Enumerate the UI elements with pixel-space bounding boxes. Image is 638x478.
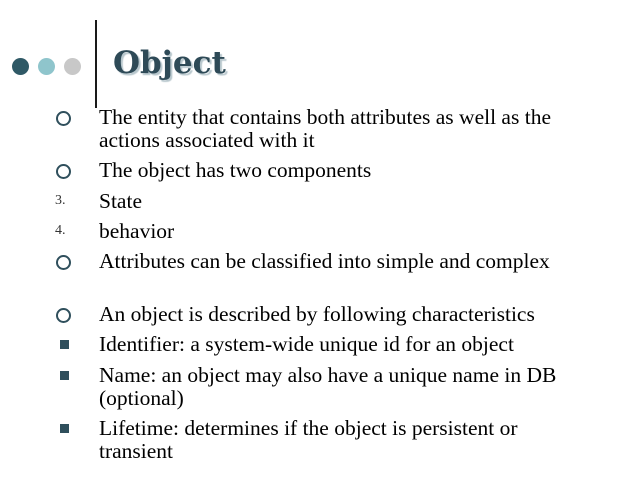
list-number: 3. (55, 193, 66, 208)
square-bullet-icon (60, 371, 69, 380)
ring-bullet-icon (56, 111, 71, 126)
list-item-text: State (99, 189, 142, 213)
title-divider (95, 20, 97, 108)
decorative-dots (12, 58, 81, 75)
list-number: 4. (55, 223, 66, 238)
list-item-text: Lifetime: determines if the object is persistent or transient (99, 416, 518, 463)
list-item-text: Name: an object may also have a unique name in DB (optional) (99, 363, 557, 410)
ring-bullet-icon (56, 164, 71, 179)
list-item-text: Attributes can be classified into simple and complex (99, 249, 550, 273)
ring-bullet-icon (56, 255, 71, 270)
list-item-text: An object is described by following characteristics (99, 302, 535, 326)
list-item-text: The object has two components (99, 158, 372, 182)
slide-title: Object (113, 45, 226, 81)
dot-dark-icon (12, 58, 29, 75)
list-item-text: behavior (99, 219, 175, 243)
list-item-text: The entity that contains both attributes as well as the actions associated with it (99, 105, 551, 152)
dot-gray-icon (64, 58, 81, 75)
dot-teal-icon (38, 58, 55, 75)
list-item-text: Identifier: a system-wide unique id for an object (99, 332, 514, 356)
ring-bullet-icon (56, 308, 71, 323)
square-bullet-icon (60, 340, 69, 349)
square-bullet-icon (60, 424, 69, 433)
